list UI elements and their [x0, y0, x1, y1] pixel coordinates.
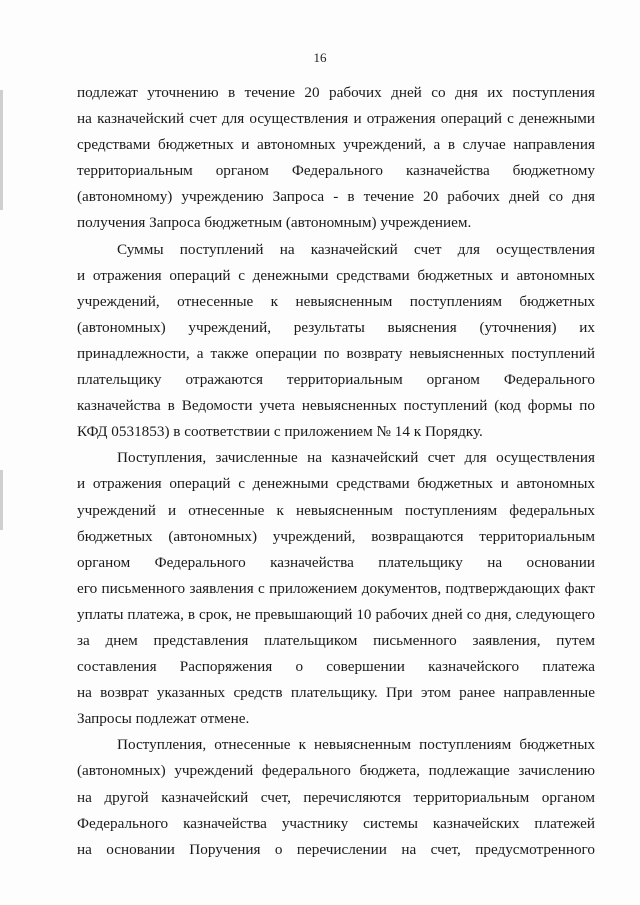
- text-line: получения Запроса бюджетным (автономным) учреждением.: [77, 214, 472, 232]
- text-line: составления Распоряжения о совершении казначейского платежа: [77, 658, 595, 676]
- text-line: и отражения операций с денежными средствами бюджетных и автономных: [77, 266, 595, 284]
- scan-edge-mark: [0, 470, 3, 530]
- text-line: территориальным органом Федерального казначейства бюджетному: [77, 162, 595, 180]
- text-line: средствами бюджетных и автономных учреждений, а в случае направления: [77, 136, 595, 154]
- text-line: плательщику отражаются территориальным органом Федерального: [77, 371, 595, 389]
- text-line: КФД 0531853) в соответствии с приложением № 14 к Порядку.: [77, 423, 483, 441]
- text-line: (автономному) учреждению Запроса - в течение 20 рабочих дней со дня: [77, 188, 595, 206]
- text-line: его письменного заявления с приложением документов, подтверждающих факт: [77, 579, 595, 597]
- text-line: бюджетных (автономных) учреждений, возвращаются территориальным: [77, 527, 595, 545]
- document-body: [77, 80, 595, 863]
- text-line: Федерального казначейства участнику системы казначейских платежей: [77, 814, 595, 832]
- scan-edge-mark: [0, 90, 3, 210]
- text-line: на возврат указанных средств плательщику. При этом ранее направленные: [77, 684, 595, 702]
- text-line: на основании Поручения о перечислении на счет, предусмотренного: [77, 840, 595, 858]
- text-line: и отражения операций с денежными средствами бюджетных и автономных: [77, 475, 595, 493]
- paragraph-first-line: Поступления, зачисленные на казначейский счет для осуществления: [117, 449, 595, 467]
- text-line: учреждений, отнесенные к невыясненным поступлениям бюджетных: [77, 292, 595, 310]
- text-line: на другой казначейский счет, перечисляются территориальным органом: [77, 788, 595, 806]
- text-line: органом Федерального казначейства плательщику на основании: [77, 553, 595, 571]
- text-line: уплаты платежа, в срок, не превышающий 10 рабочих дней со дня, следующего: [77, 605, 595, 623]
- page-number: 16: [313, 50, 327, 65]
- paragraph-first-line: Поступления, отнесенные к невыясненным поступлениям бюджетных: [117, 736, 595, 754]
- text-line: подлежат уточнению в течение 20 рабочих дней со дня их поступления: [77, 84, 595, 101]
- text-line: (автономных) учреждений, результаты выяснения (уточнения) их: [77, 318, 595, 336]
- paragraph-first-line: Суммы поступлений на казначейский счет для осуществления: [117, 240, 595, 258]
- text-line: (автономных) учреждений федерального бюджета, подлежащие зачислению: [77, 762, 595, 780]
- text-line: учреждений и отнесенные к невыясненным поступлениям федеральных: [77, 501, 595, 519]
- text-line: за днем представления плательщиком письменного заявления, путем: [77, 631, 595, 649]
- text-line: на казначейский счет для осуществления и отражения операций с денежными: [77, 110, 595, 128]
- text-line: казначейства в Ведомости учета невыясненных поступлений (код формы по: [77, 397, 595, 415]
- text-line: Запросы подлежат отмене.: [77, 710, 250, 728]
- text-line: принадлежности, а также операции по возврату невыясненных поступлений: [77, 344, 595, 362]
